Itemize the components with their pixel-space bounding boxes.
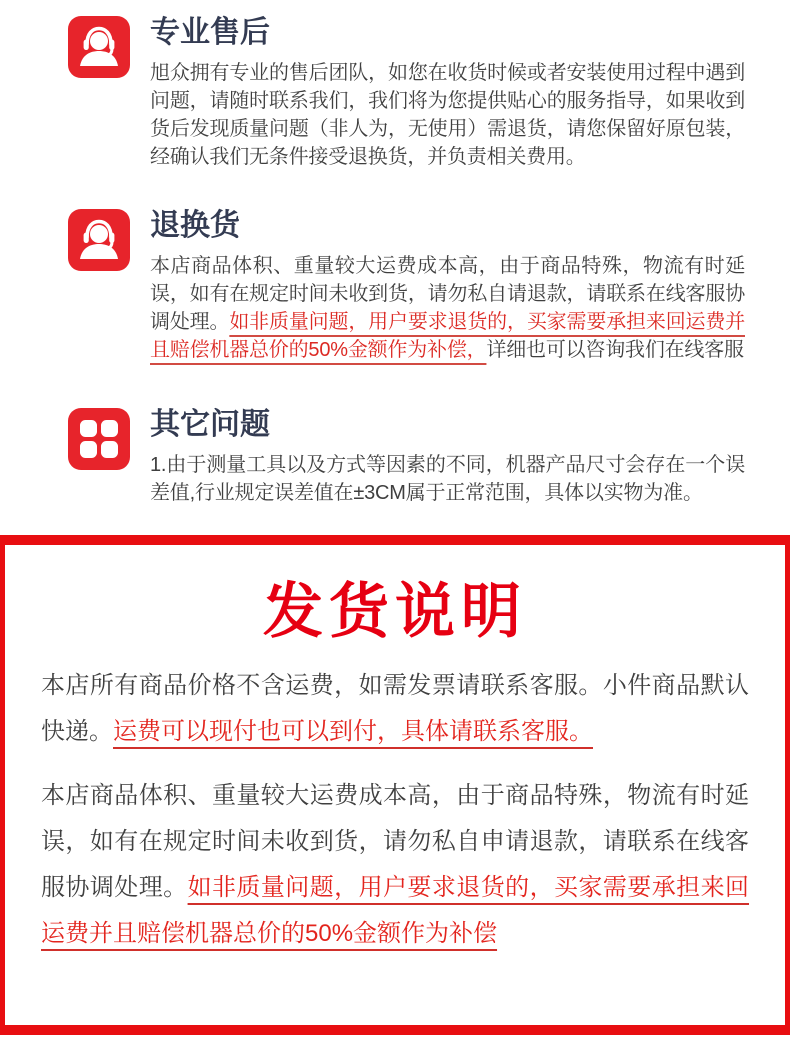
section-content (150, 408, 745, 507)
shipping-notice-box (0, 535, 790, 1035)
shipping-notice-title: 发货说明 (263, 578, 527, 645)
section-other-issues (0, 408, 790, 507)
section-title: 退换货 (150, 209, 240, 242)
headset-icon (68, 16, 130, 78)
body-text-segment: 本店商品体积、重量较大运费成本高，由于商品特殊，物流有时延误，如有在规定时间未收到货，请勿私自请退款，请联系在线客服协调处理。 (150, 255, 745, 333)
body-text-segment: 详细也可以咨询我们在线客服 (486, 339, 744, 361)
section-content (150, 16, 745, 171)
shipping-notice-paragraph-1 (41, 663, 749, 755)
warning-red-text: 如非质量问题，用户要求退货的，买家需要承担来回运费并且赔偿机器总价的50%金额作为补偿， (150, 311, 745, 361)
after-sales-info-page (0, 16, 790, 1035)
section-returns-exchanges (0, 209, 790, 364)
body-text-segment: 本店所有商品价格不含运费，如需发票请联系客服。小件商品默认快递。 (41, 672, 749, 745)
section-body-text: 旭众拥有专业的售后团队，如您在收货时候或者安装使用过程中遇到问题，请随时联系我们，我们将为您提供贴心的服务指导，如果收到货后发现质量问题（非人为，无使用）需退货，请您保留好原包装，经确认我们无条件接受退换货，并负责相关费用。 (150, 62, 745, 168)
section-body-text: 1.由于测量工具以及方式等因素的不同，机器产品尺寸会存在一个误差值,行业规定误差值在±3CM属于正常范围，具体以实物为准。 (150, 454, 745, 504)
grid-icon (68, 408, 130, 470)
warning-red-text: 如非质量问题，用户要求退货的，买家需要承担来回运费并且赔偿机器总价的50%金额作为补偿 (41, 874, 750, 947)
headset-icon (68, 209, 130, 271)
body-text-segment: 本店商品体积、重量较大运费成本高，由于商品特殊，物流有时延误，如有在规定时间未收到货，请勿私自申请退款，请联系在线客服协调处理。 (41, 782, 749, 901)
section-professional-after-sales (0, 16, 790, 171)
warning-red-text: 运费可以现付也可以到付，具体请联系客服。 (113, 718, 593, 745)
shipping-notice-paragraph-2 (41, 773, 749, 957)
section-title: 其它问题 (150, 408, 270, 441)
section-content (150, 209, 745, 364)
section-body-text (150, 252, 745, 364)
section-title: 专业售后 (150, 16, 270, 49)
